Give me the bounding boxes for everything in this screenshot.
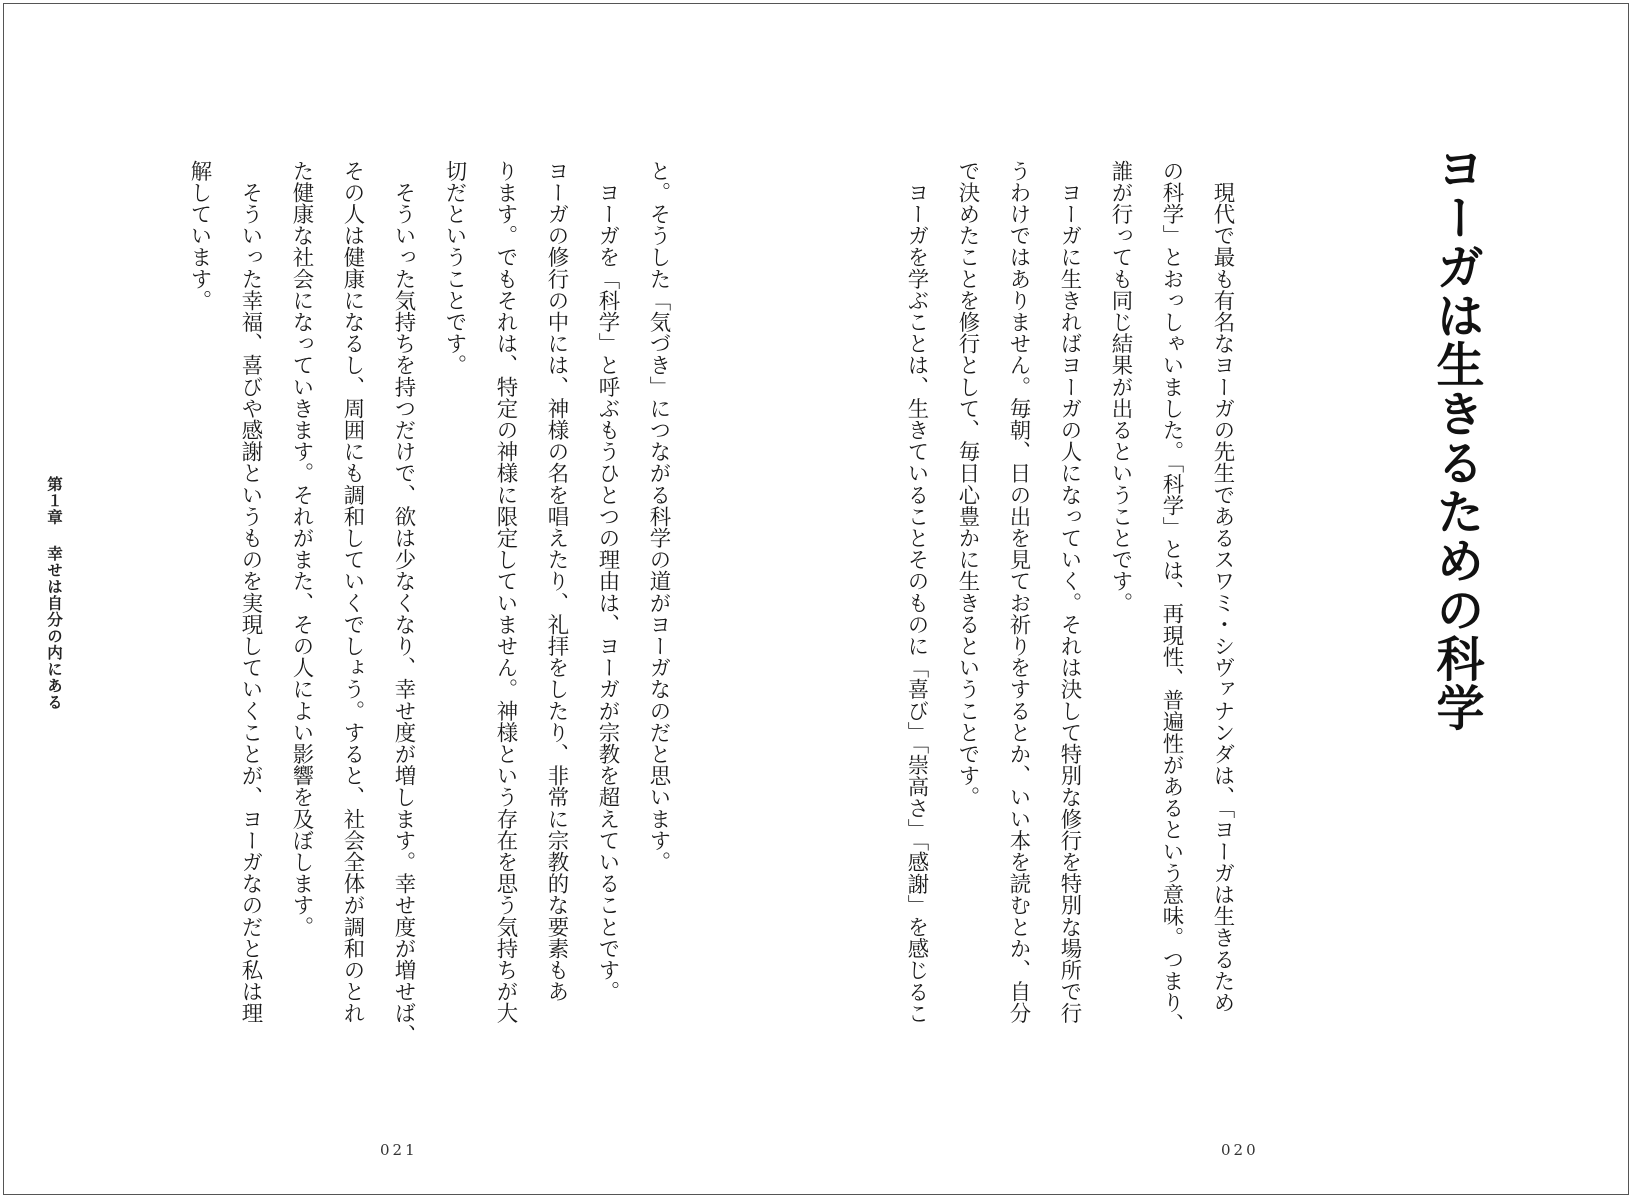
left-page-body <box>174 160 684 1046</box>
running-head <box>44 476 64 711</box>
body-line: ヨーガを「科学」と呼ぶもうひとつの理由は、ヨーガが宗教を超えていることです。 <box>595 160 620 1003</box>
running-head-title: 幸せは自分の内にある <box>45 545 64 711</box>
body-line: ヨーガを学ぶことは、生きていることそのものに「喜び」「崇高さ」「感謝」を感じるこ <box>904 160 929 1025</box>
body-line: うわけではありません。毎朝、日の出を見てお祈りをするとか、いい本を読むとか、自分 <box>1006 160 1031 1024</box>
body-line: 解しています。 <box>187 160 212 312</box>
body-line: の科学」とおっしゃいました。「科学」とは、再現性、普遍性があるという意味。つまり、 <box>1159 160 1184 1035</box>
body-line: と。そうした「気づき」につながる科学の道がヨーガなのだと思います。 <box>646 160 671 873</box>
body-line: その人は健康になるし、周囲にも調和していくでしょう。すると、社会全体が調和のとれ <box>340 160 365 1024</box>
section-title: ヨーガは生きるための科学 <box>1428 144 1484 732</box>
running-head-chapter: 第１章 <box>45 476 64 526</box>
book-spread <box>3 3 1629 1195</box>
right-page-body <box>891 160 1248 1035</box>
page-number-left: 021 <box>380 1141 418 1159</box>
page-number-right: 020 <box>1221 1141 1259 1159</box>
body-line: そういった幸福、喜びや感謝というものを実現していくことが、ヨーガなのだと私は理 <box>238 160 263 1024</box>
body-line: 現代で最も有名なヨーガの先生であるスワミ・シヴァナンダは、「ヨーガは生きるため <box>1210 160 1235 1014</box>
body-line: た健康な社会になっていきます。それがまた、その人によい影響を及ぼします。 <box>289 160 314 938</box>
body-line: そういった気持ちを持つだけで、欲は少なくなり、幸せ度が増します。幸せ度が増せば、 <box>391 160 416 1046</box>
body-line: 誰が行っても同じ結果が出るということです。 <box>1108 160 1133 614</box>
body-line: 切だということです。 <box>442 160 467 376</box>
body-line: ヨーガに生きればヨーガの人になっていく。それは決して特別な修行を特別な場所で行 <box>1057 160 1082 1024</box>
body-line: ります。でもそれは、特定の神様に限定していません。神様という存在を思う気持ちが大 <box>493 160 518 1024</box>
body-line: で決めたことを修行として、毎日心豊かに生きるということです。 <box>955 160 980 808</box>
body-line: ヨーガの修行の中には、神様の名を唱えたり、礼拝をしたり、非常に宗教的な要素もあ <box>544 160 569 1003</box>
